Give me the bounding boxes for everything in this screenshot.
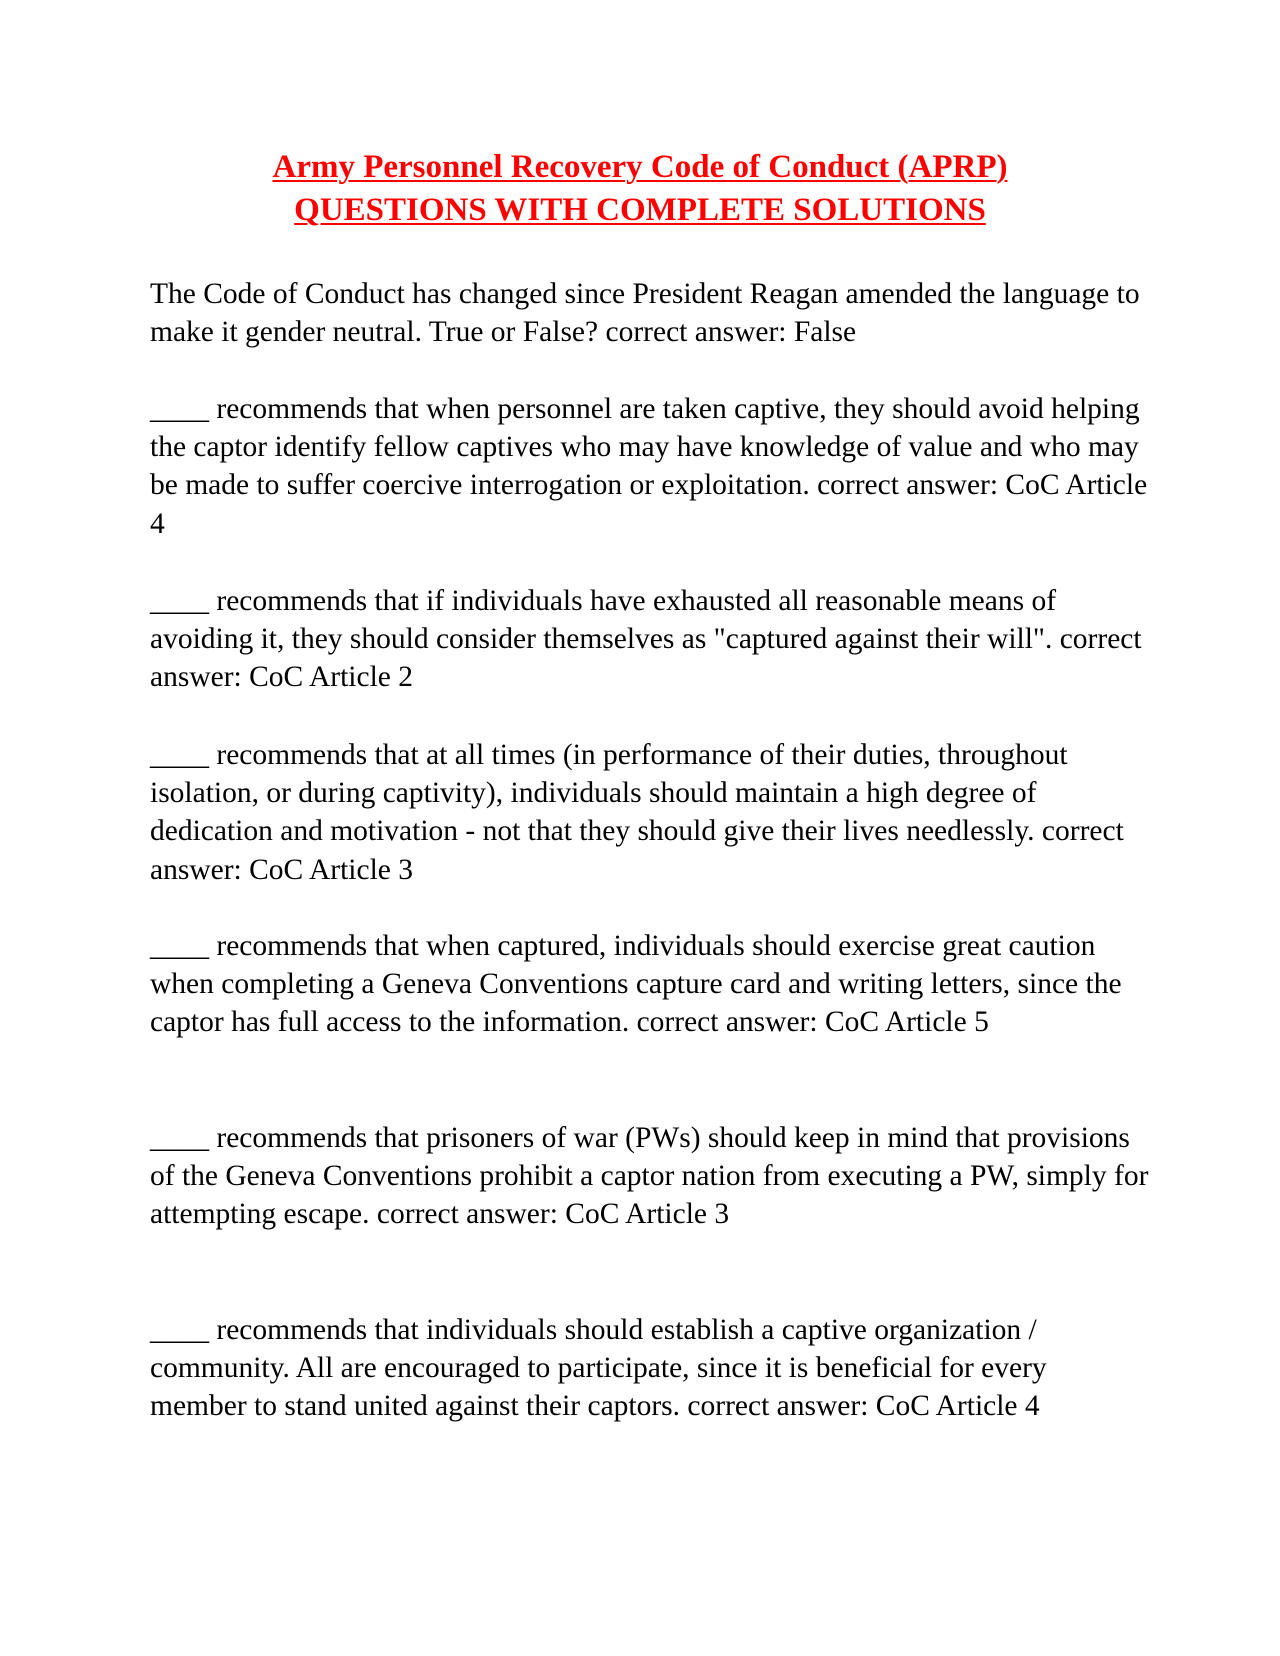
question-answer-5: ____ recommends that when captured, individuals should exercise great caution when completing a Geneva Conventions capture card and writing letters, since the captor has full access to the information. correct answer: CoC Article 5 <box>150 930 1122 1039</box>
question-answer-3: ____ recommends that if individuals have exhausted all reasonable means of avoiding it, they should consider themselves as "captured against their will". correct answer: CoC Article 2 <box>150 585 1142 694</box>
question-answer-1: The Code of Conduct has changed since President Reagan amended the language to make it gender neutral. True or False? correct answer: False <box>150 278 1140 349</box>
document-title <box>150 146 1130 232</box>
question-answer-4: ____ recommends that at all times (in performance of their duties, throughout isolation, or during captivity), individuals should maintain a high degree of dedication and motivation - not that they should give their lives needlessly. correct answer: CoC Article 3 <box>150 739 1124 886</box>
question-answer-6: ____ recommends that prisoners of war (PWs) should keep in mind that provisions of the Geneva Conventions prohibit a captor nation from executing a PW, simply for attempting escape. correct answer: CoC Article 3 <box>150 1122 1149 1231</box>
title-line-2: QUESTIONS WITH COMPLETE SOLUTIONS <box>294 192 986 228</box>
question-answer-7: ____ recommends that individuals should establish a captive organization / community. All are encouraged to participate, since it is beneficial for every member to stand united against their captors. correct answer: CoC Article 4 <box>150 1314 1047 1423</box>
question-answer-2: ____ recommends that when personnel are taken captive, they should avoid helping the captor identify fellow captives who may have knowledge of value and who may be made to suffer coercive interrogation or exploitation. correct answer: CoC Article 4 <box>150 393 1148 540</box>
title-line-1: Army Personnel Recovery Code of Conduct (APRP) <box>272 149 1008 185</box>
